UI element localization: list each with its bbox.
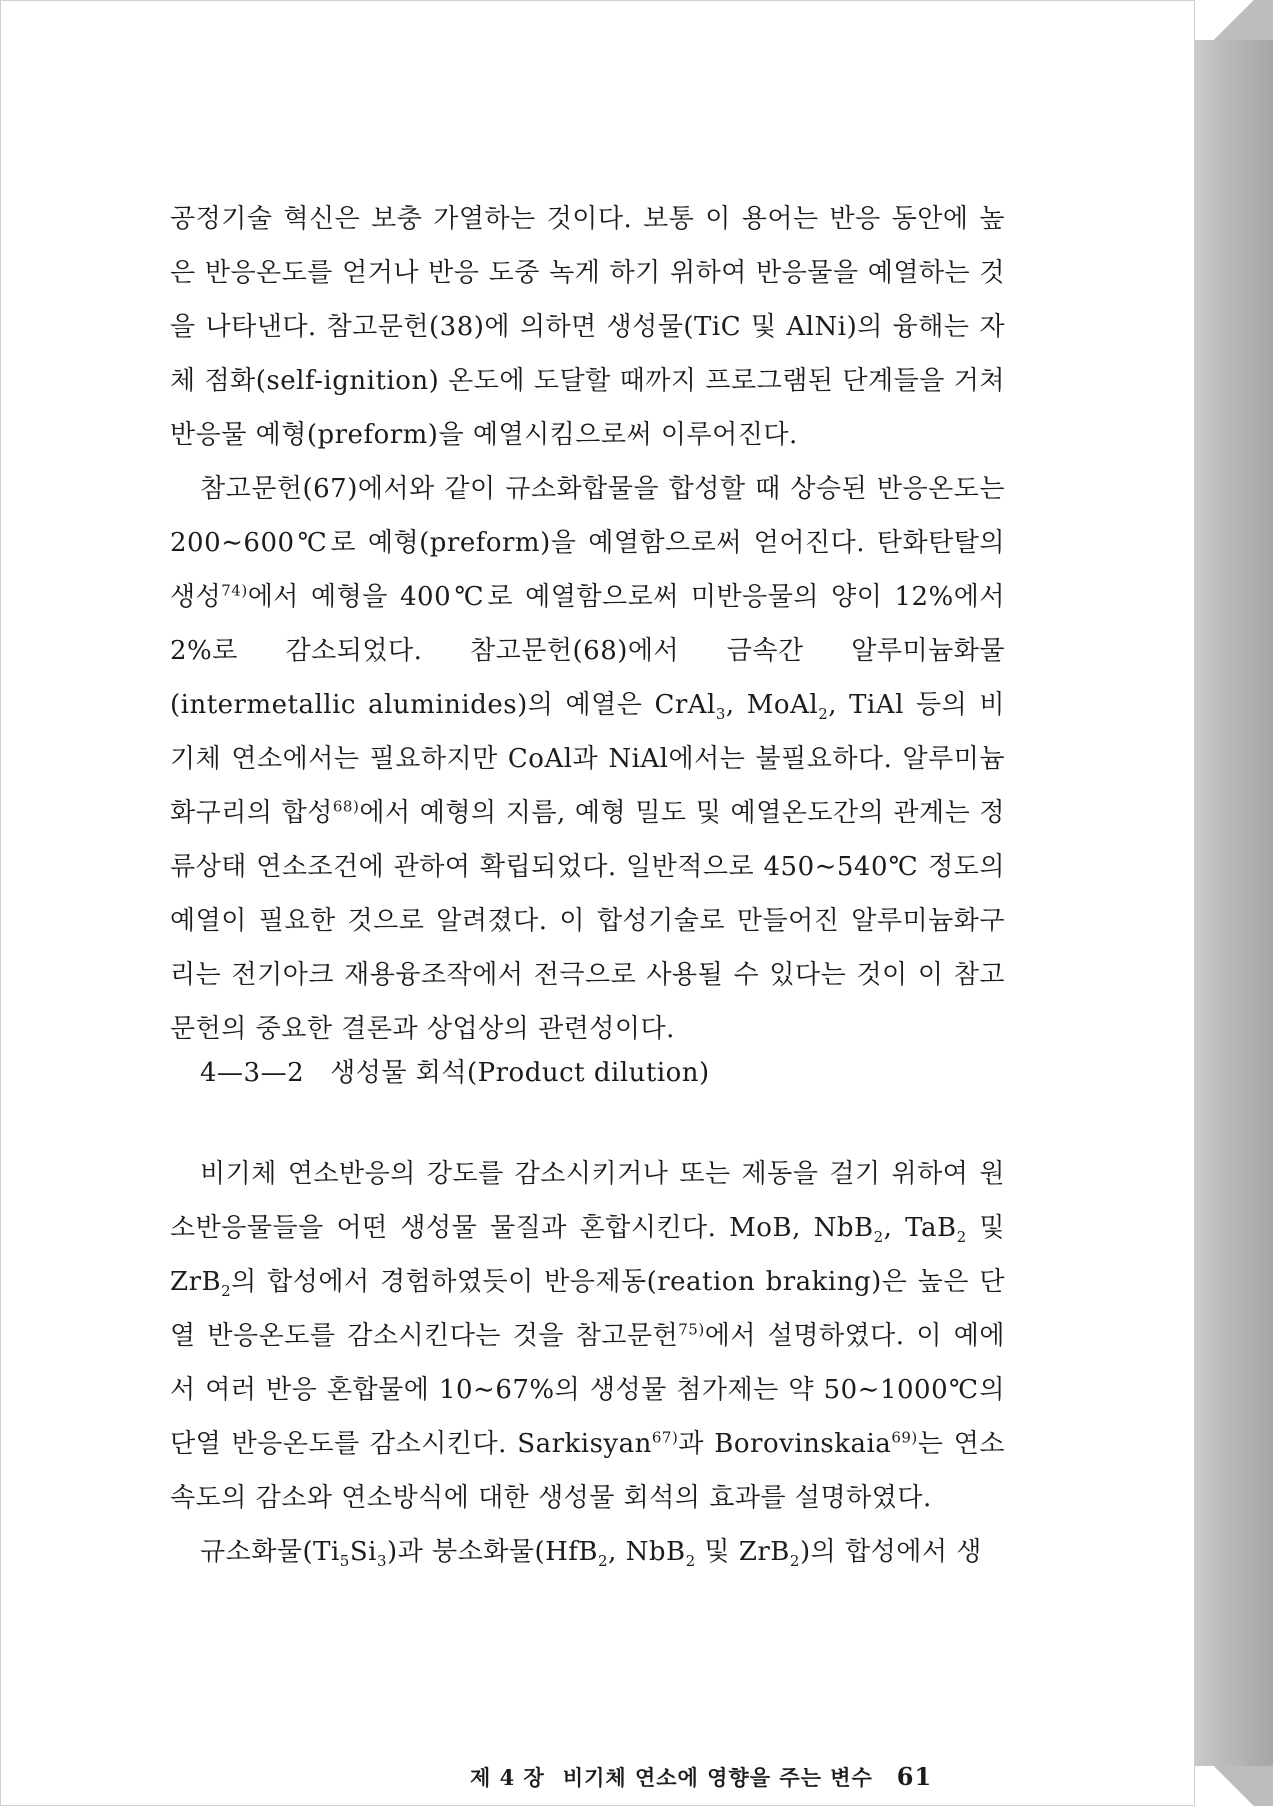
text-run: 및 ZrB: [695, 1537, 790, 1567]
reference-superscript: 74): [221, 581, 248, 600]
text-run: 에서 설명하였다. 이 예에서 여러 반응 혼합물에 10∼67%의 생성물 첨가제는 약 50∼1000℃의 단열 반응온도를 감소시킨다. Sarkisyan: [170, 1321, 1005, 1459]
text-run: Si: [349, 1537, 377, 1567]
section-title: 생성물 회석(Product dilution): [330, 1058, 710, 1088]
reference-superscript: 67): [651, 1428, 679, 1447]
subscript: 2: [598, 1552, 609, 1571]
upper-text-block: [170, 192, 1005, 1056]
text-run: 는 연소속도의 감소와 연소방식에 대한 생성물 회석의 효과를 설명하였다.: [170, 1429, 1005, 1513]
paragraph-preheating-intro: 공정기술 혁신은 보충 가열하는 것이다. 보통 이 용어는 반응 동안에 높은 반응온도를 얻거나 반응 도중 녹게 하기 위하여 반응물을 예열하는 것을 나타낸다. 참고문헌(38)에 의하면 생성물(TiC 및 AlNi)의 융해는 자체 점화(self-ignition) 온도에 도달할 때까지 프로그램된 단계들을 거쳐 반응물 예형(preform)을 예열시킴으로써 이루어진다.: [170, 204, 1005, 450]
section-heading: [200, 1053, 710, 1093]
text-run: 비기체 연소반응의 강도를 감소시키거나 또는 제동을 걸기 위하여 원소반응물들을 어떤 생성물 물질과 혼합시킨다. MoB, NbB: [170, 1159, 1005, 1243]
lower-text-block: [170, 1147, 1005, 1579]
subscript: 2: [956, 1228, 967, 1247]
text-run: )과 붕소화물(HfB: [387, 1537, 599, 1567]
subscript: 2: [789, 1552, 800, 1571]
reference-superscript: 68): [332, 797, 360, 816]
text-run: 과 Borovinskaia: [678, 1429, 892, 1459]
text-run: )의 합성에서 생: [799, 1537, 982, 1567]
text-run: 에서 예형을 400℃로 예열함으로써 미반응물의 양이 12%에서 2%로 감소되었다. 참고문헌(68)에서 금속간 알루미늄화물(intermetallic aluminides)의 예열은 CrAl: [170, 582, 1005, 720]
subscript: 2: [873, 1228, 884, 1247]
text-run: 의 합성에서 경험하였듯이 반응제동(reation braking)은 높은 단열 반응온도를 감소시킨다는 것을 참고문헌: [170, 1267, 1005, 1351]
paragraph-product-dilution: [170, 1147, 1005, 1525]
reference-superscript: 75): [678, 1320, 705, 1339]
book-edge-shadow: [1195, 0, 1273, 1806]
text-run: 참고문헌(67)에서와 같이 규소화합물을 합성할 때 상승된 반응온도는 200∼600℃로 예형(preform)을 예열함으로써 얻어진다. 탄화탄탈의 생성: [170, 474, 1005, 612]
text-run: 에서 예형의 지름, 예형 밀도 및 예열온도간의 관계는 정류상태 연소조건에 관하여 확립되었다. 일반적으로 450∼540℃ 정도의 예열이 필요한 것으로 알려졌다. 이 합성기술로 만들어진 알루미늄화구리는 전기아크 재용융조작에서 전극으로 사용될 수 있다는 것이 이 참고문헌의 중요한 결론과 상업상의 관련성이다.: [170, 798, 1005, 1044]
text-run: 규소화물(Ti: [200, 1537, 340, 1567]
subscript: 2: [221, 1282, 232, 1301]
text-run: , TiAl 등의 비기체 연소에서는 필요하지만 CoAl과 NiAl에서는 불필요하다. 알루미늄화구리의 합성: [170, 690, 1006, 828]
section-number: 4—3—2: [200, 1058, 305, 1088]
text-run: 및 ZrB: [170, 1213, 1005, 1297]
text-run: , MoAl: [725, 690, 819, 720]
page-footer: [470, 1762, 1010, 1793]
text-run: , TaB: [883, 1213, 957, 1243]
subscript: 2: [685, 1552, 696, 1571]
footer-title: 비기체 연소에 영향을 주는 변수: [562, 1765, 873, 1790]
subscript: 3: [715, 705, 726, 724]
page-number: 61: [896, 1762, 933, 1791]
subscript: 3: [376, 1552, 387, 1571]
footer-chapter: 제 4 장: [470, 1765, 545, 1790]
book-edge-top-corner: [1195, 0, 1273, 40]
text-run: , NbB: [608, 1537, 686, 1567]
book-edge-bottom-corner: [1195, 1766, 1273, 1806]
paragraph-silicide-boride: [170, 1525, 1005, 1579]
reference-superscript: 69): [891, 1428, 918, 1447]
subscript: 2: [818, 705, 829, 724]
subscript: 5: [339, 1552, 350, 1571]
paragraph-preheating-examples: [170, 462, 1005, 1056]
